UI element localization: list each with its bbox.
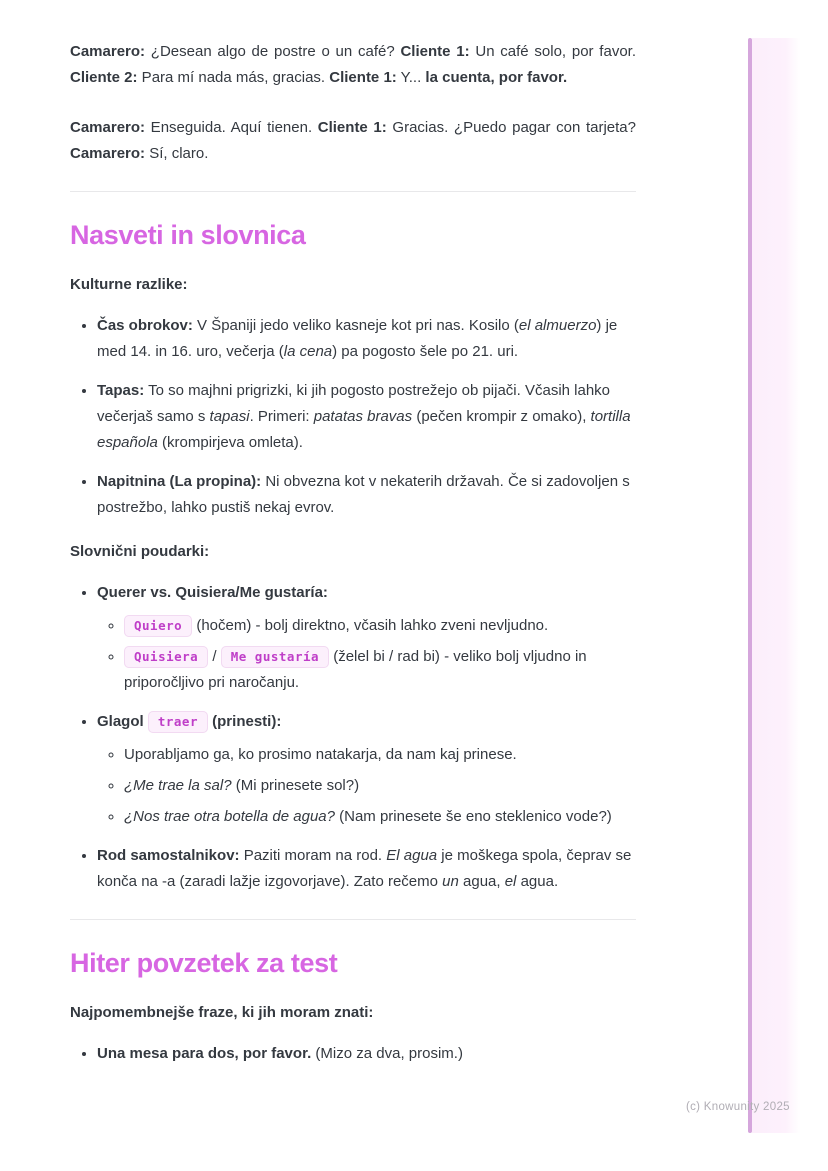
list-item-querer <box>97 580 636 696</box>
copyright-watermark: (c) Knowunity 2025 <box>686 1101 790 1113</box>
sublist-item-nos-trae: ◦ ¿Nos trae otra botella de agua? (Nam prinesete še eno steklenico vode?) <box>124 804 636 830</box>
querer-sublist <box>97 613 636 696</box>
summary-list <box>70 1041 636 1067</box>
section-divider <box>70 919 636 920</box>
list-item-cas-obrokov: • Čas obrokov: V Španiji jedo veliko kasneje kot pri nas. Kosilo (el almuerzo) je med 14. in 16. uro, večerja (la cena) pa pogosto šele po 21. uri. <box>97 313 636 365</box>
list-item-glagol-traer <box>97 709 636 830</box>
section-heading-hiter-povzetek: Hiter povzetek za test <box>70 948 338 978</box>
sublist-item-me-trae: ◦ ¿Me trae la sal? (Mi prinesete sol?) <box>124 773 636 799</box>
list-item-text: Querer vs. Quisiera/Me gustaría: <box>97 584 328 601</box>
dialogue-paragraph: Camarero: Enseguida. Aquí tienen. Cliente 1: Gracias. ¿Puedo pagar con tarjeta? Camarero: Sí, claro. <box>70 119 636 162</box>
grammar-list <box>70 580 636 895</box>
sublist-item-uporabljamo: ◦ Uporabljamo ga, ko prosimo natakarja, da nam kaj prinese. <box>124 742 636 768</box>
list-item-una-mesa: • Una mesa para dos, por favor. (Mizo za dva, prosim.) <box>97 1041 636 1067</box>
list-item-rod-samostalnikov: • Rod samostalnikov: Paziti moram na rod. El agua je moškega spola, čeprav se konča na -a (zaradi lažje izgovorjave). Zato rečemo un agua, el agua. <box>97 843 636 895</box>
sublist-item-quisiera: ◦ Quisiera / Me gustaría (želel bi / rad bi) - veliko bolj vljudno in priporočljivo pri naročanju. <box>124 644 636 696</box>
document-content <box>70 39 636 1085</box>
sublist-item-quiero: ◦ Quiero (hočem) - bolj direktno, včasih lahko zveni nevljudno. <box>124 613 636 639</box>
traer-sublist <box>97 742 636 830</box>
side-highlight-bar <box>748 38 752 1133</box>
subheading-kulturne-razlike: Kulturne razlike: <box>70 276 188 293</box>
culture-list <box>70 313 636 521</box>
list-item-text: Glagol traer (prinesti): <box>97 713 281 730</box>
list-item-napitnina: • Napitnina (La propina): Ni obvezna kot v nekaterih državah. Če si zadovoljen s postrežbo, lahko pustiš nekaj evrov. <box>97 469 636 521</box>
dialogue-paragraph: Camarero: ¿Desean algo de postre o un café? Cliente 1: Un café solo, por favor. Cliente 2: Para mí nada más, gracias. Cliente 1: Y... la cuenta, por favor. <box>70 43 636 86</box>
section-heading-nasveti: Nasveti in slovnica <box>70 220 306 250</box>
side-highlight-panel <box>752 38 800 1133</box>
list-item-tapas: • Tapas: To so majhni prigrizki, ki jih pogosto postrežejo ob pijači. Včasih lahko večerjaš samo s tapasi. Primeri: patatas bravas (pečen krompir z omako), tortilla española (krompirjeva omleta). <box>97 378 636 456</box>
subheading-slovnicni-poudarki: Slovnični poudarki: <box>70 543 210 560</box>
section-divider <box>70 191 636 192</box>
subheading-najpomembnejse-fraze: Najpomembnejše fraze, ki jih moram znati: <box>70 1004 374 1021</box>
